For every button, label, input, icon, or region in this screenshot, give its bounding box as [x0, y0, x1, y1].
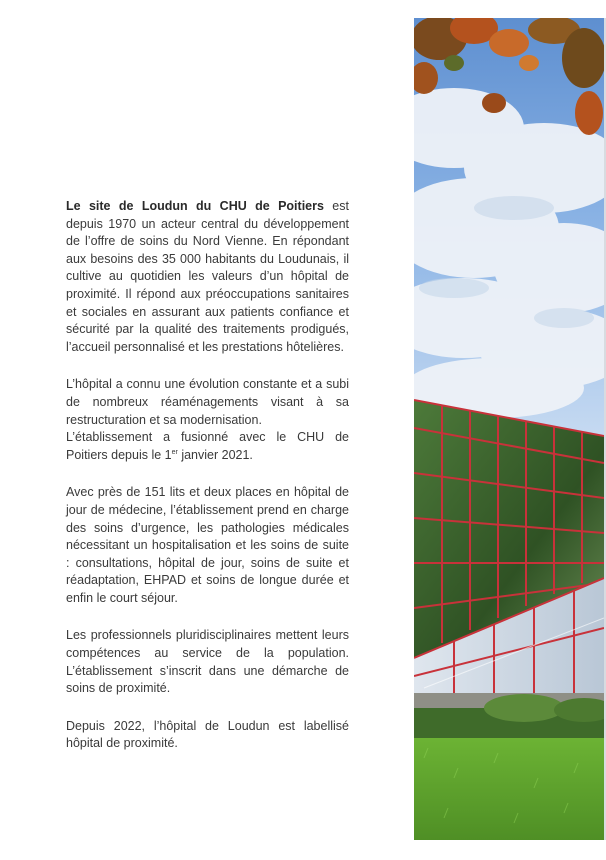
capacity-paragraph: Avec près de 151 lits et deux places en hôpital de jour de médecine, l’établissement prend en charge des soins d’urgence, les pathologies médicales nécessitant un hospitalisation et les soins de suite : consultations, hôpital de jour, soins de suite et réadaptation, EHPAD et soins de longue durée et enfin le court séjour. — [66, 485, 349, 605]
body-text-column — [66, 198, 349, 773]
label-paragraph: Depuis 2022, l’hôpital de Loudun est labellisé hôpital de proximité. — [66, 718, 349, 751]
merger-text-before: L’établissement a fusionné avec le CHU de Poitiers depuis le 1 — [66, 430, 349, 462]
clouds — [414, 88, 604, 418]
intro-text: est depuis 1970 un acteur central du développement de l’offre de soins du Nord Vienne. En répondant aux besoins des 35 000 habitants du Loudunais, il cultive au quotidien les valeurs d’un hôpital de proximité. Il répond aux préoccupations sanitaires et sociales en assurant aux patients confiance et sécurité par la qualité des traitements prodigués, l’accueil personnalisé et les prestations hôtelières. — [66, 199, 349, 354]
intro-paragraph — [66, 198, 349, 356]
staff-paragraph: Les professionnels pluridisciplinaires mettent leurs compétences au service de la population. L’établissement s’inscrit dans une démarche de soins de proximité. — [66, 628, 349, 696]
merger-superscript: er — [171, 448, 178, 456]
intro-lead: Le site de Loudun du CHU de Poitiers — [66, 199, 324, 213]
hospital-photo — [414, 18, 604, 840]
merger-text-after: janvier 2021. — [177, 447, 253, 462]
evolution-line-1: L’hôpital a connu une évolution constante et a subi de nombreux réaménagements visant à sa restructuration et sa modernisation. — [66, 377, 349, 427]
evolution-paragraph — [66, 376, 349, 464]
lawn — [414, 738, 604, 840]
